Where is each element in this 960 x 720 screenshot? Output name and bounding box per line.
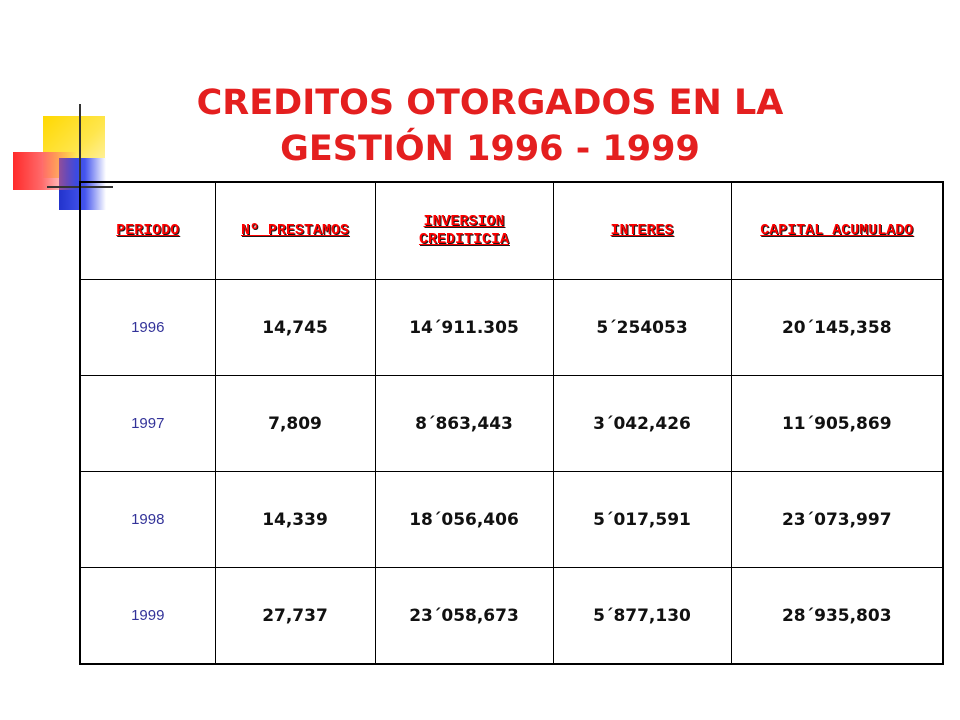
slide-title-line-2: GESTIÓN 1996 - 1999 — [280, 129, 700, 169]
cell-inversion: 18´056,406 — [375, 472, 553, 568]
cell-inversion: 8´863,443 — [375, 376, 553, 472]
cell-interes: 5´017,591 — [553, 472, 731, 568]
cell-prestamos: 14,339 — [215, 472, 375, 568]
header-periodo: PERIODO — [80, 182, 215, 280]
cell-prestamos: 14,745 — [215, 280, 375, 376]
cell-interes: 3´042,426 — [553, 376, 731, 472]
cell-prestamos: 27,737 — [215, 568, 375, 665]
slide-title-line-1: CREDITOS OTORGADOS EN LA — [196, 83, 784, 123]
cell-interes: 5´254053 — [553, 280, 731, 376]
cell-capital: 20´145,358 — [731, 280, 943, 376]
table-row — [80, 280, 943, 376]
red-square — [13, 152, 77, 190]
cell-capital: 28´935,803 — [731, 568, 943, 665]
cell-inversion: 23´058,673 — [375, 568, 553, 665]
header-capital: CAPITAL ACUMULADO — [731, 182, 943, 280]
credits-table — [79, 181, 944, 665]
cell-prestamos: 7,809 — [215, 376, 375, 472]
slide-title — [150, 80, 830, 172]
cell-interes: 5´877,130 — [553, 568, 731, 665]
table-row — [80, 568, 943, 665]
cell-periodo: 1998 — [80, 472, 215, 568]
cell-inversion: 14´911.305 — [375, 280, 553, 376]
cell-periodo: 1999 — [80, 568, 215, 665]
table-header-row — [80, 182, 943, 280]
cell-capital: 23´073,997 — [731, 472, 943, 568]
cell-capital: 11´905,869 — [731, 376, 943, 472]
cell-periodo: 1997 — [80, 376, 215, 472]
header-inversion: INVERSION CREDITICIA — [375, 182, 553, 280]
table-row — [80, 376, 943, 472]
cell-periodo: 1996 — [80, 280, 215, 376]
header-prestamos: Nº PRESTAMOS — [215, 182, 375, 280]
table-row — [80, 472, 943, 568]
header-interes: INTERES — [553, 182, 731, 280]
